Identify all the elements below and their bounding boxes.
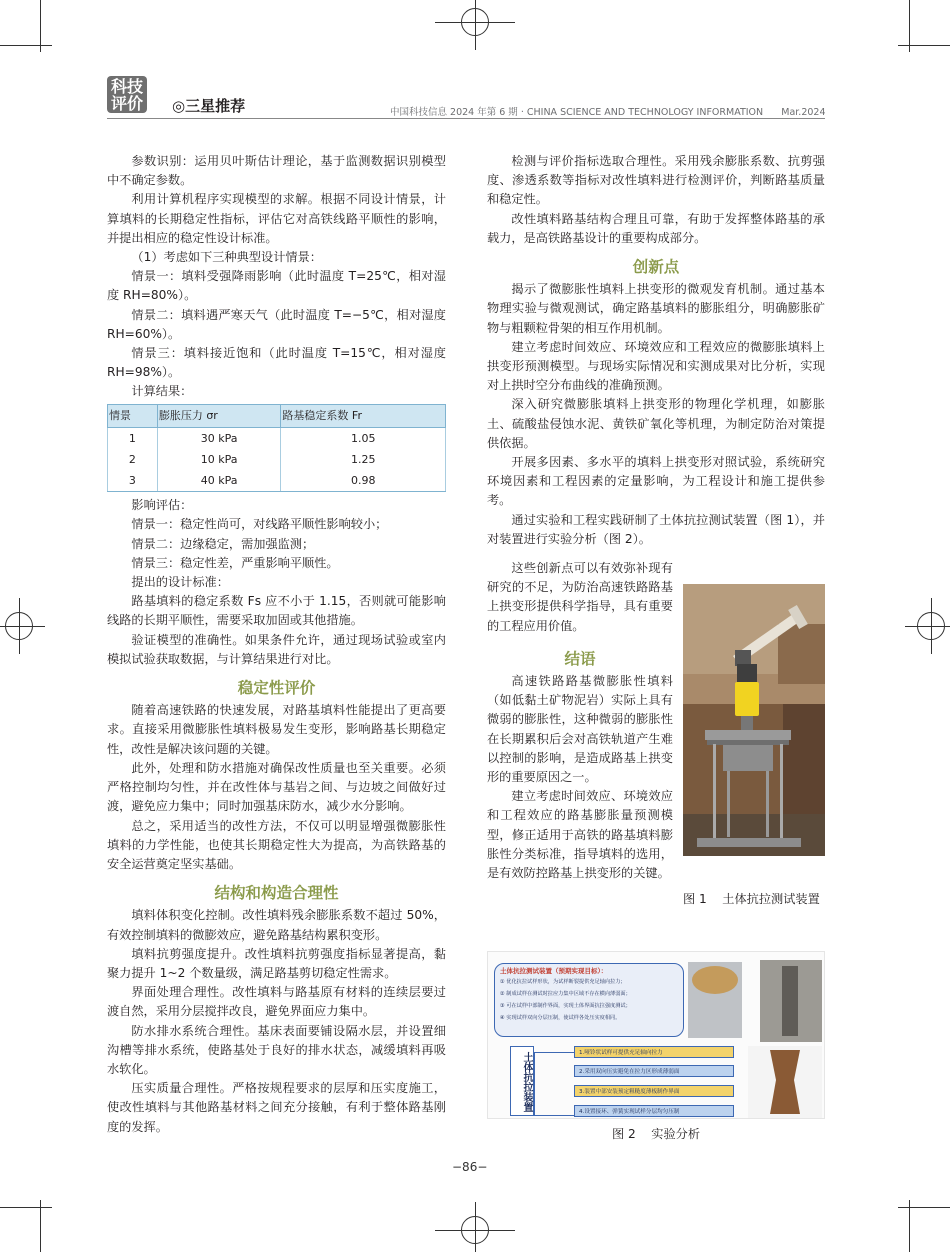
logo-line-2: 评价 [110, 94, 143, 113]
paragraph: 情景一：稳定性尚可，对线路平顺性影响较小； [131, 517, 388, 532]
table-row [108, 427, 446, 449]
paragraph: 填料体积变化控制。改性填料残余膨胀系数不超过 50%，有效控制填料的微膨效应，避免路基结构累积变形。 [107, 908, 446, 942]
vertical-label-box [510, 1046, 534, 1116]
figure-1-photo [683, 584, 825, 856]
goal-item: ② 制成试样在测试时拉应力集中区域不存在横向薄弱面； [500, 991, 631, 997]
crop-mark [40, 1200, 41, 1252]
table-header: 膨胀压力 σr [157, 404, 281, 427]
section-heading: 稳定性评价 [237, 679, 316, 698]
table-cell: 30 kPa [157, 427, 281, 449]
crop-mark [909, 0, 910, 52]
paragraph: 这些创新点可以有效弥补现有研究的不足，为防治高速铁路路基上拱变形提供科学指导，具有重要的工程应用价值。 [487, 561, 673, 633]
left-column [107, 152, 446, 1137]
table-header-row [108, 404, 446, 427]
paragraph: （1）考虑如下三种典型设计情景： [131, 250, 322, 265]
sample-photo [688, 962, 742, 1038]
table-cell: 2 [108, 449, 158, 470]
paragraph: 验证模型的准确性。如果条件允许，通过现场试验或室内模拟试验获取数据，与计算结果进行对比。 [107, 632, 446, 666]
paragraph: 建立考虑时间效应、环境效应和工程效应的路基膨胀量预测模型，修正适用于高铁的路基填料膨胀性分类标准，指导填料的选用，是有效防控路基上拱变形的关键。 [487, 789, 673, 881]
mould-photo [760, 960, 822, 1042]
table-cell: 0.98 [281, 470, 446, 492]
table-header: 路基稳定系数 Fr [281, 404, 446, 427]
results-table [107, 404, 446, 493]
column-title: ◎三星推荐 [172, 97, 246, 115]
registration-mark [475, 0, 476, 50]
journal-logo [107, 76, 147, 113]
paragraph: 情景三：填料接近饱和（此时温度 T=15℃，相对湿度 RH=98%）。 [107, 346, 446, 380]
bracket [534, 1052, 575, 1116]
paragraph: 情景一：填料受强降雨影响（此时温度 T=25℃，相对湿度 RH=80%）。 [107, 269, 446, 303]
paragraph: 深入研究微膨胀填料上拱变形的物理化学机理，如膨胀土、硫酸盐侵蚀水泥、黄铁矿氧化等机理，为制定防治对策提供依据。 [487, 397, 825, 450]
paragraph: 参数识别：运用贝叶斯估计理论，基于监测数据识别模型中不确定参数。 [107, 154, 446, 188]
paragraph: 提出的设计标准： [131, 575, 229, 590]
goal-item: ④ 实现试样双向分层压制，使试样各处压实度相同。 [500, 1015, 621, 1021]
table-cell: 3 [108, 470, 158, 492]
crop-mark [898, 1207, 950, 1208]
figure-2 [487, 951, 825, 1119]
page-number: −86− [452, 1160, 488, 1174]
crop-mark [909, 1200, 910, 1252]
registration-mark [931, 598, 932, 654]
goals-box [494, 963, 684, 1037]
step-box: 3.装置中部安装预定粗糙度薄板制作界面 [574, 1085, 734, 1097]
paragraph: 影响评估： [131, 498, 193, 513]
paragraph: 总之，采用适当的改性方法，不仅可以明显增强微膨胀性填料的力学性能，也使其长期稳定性大为提高，为高铁路基的安全运营奠定坚实基础。 [107, 818, 446, 871]
running-header: 中国科技信息 2024 年第 6 期 · CHINA SCIENCE AND TECHNOLOGY INFORMATION Mar.2024 [390, 107, 826, 118]
table-cell: 10 kPa [157, 449, 281, 470]
paragraph: 建立考虑时间效应、环境效应和工程效应的微膨胀填料上拱变形预测模型。与现场实际情况和实测成果对比分析，实现对上拱时空分布曲线的准确预测。 [487, 339, 825, 393]
table-row [108, 449, 446, 470]
paragraph: 揭示了微膨胀性填料上拱变形的微观发育机制。通过基本物理实验与微观测试，确定路基填料的膨胀组分，明确膨胀矿物与粗颗粒骨架的相互作用机制。 [487, 282, 825, 335]
paragraph: 改性填料路基结构合理且可靠，有助于发挥整体路基的承载力，是高铁路基设计的重要构成部分。 [487, 211, 825, 245]
crop-mark [0, 1207, 52, 1208]
table-cell: 1.25 [281, 449, 446, 470]
paragraph: 防水排水系统合理性。基床表面要铺设隔水层，并设置细沟槽等排水系统，使路基处于良好的排水状态，减缓填料再吸水软化。 [107, 1023, 446, 1076]
goal-item: ③ 可在试样中部制作界面，实现土体界面抗拉强度测试； [500, 1003, 631, 1009]
paragraph: 此外，处理和防水措施对确保改性质量也至关重要。必须严格控制均匀性，并在改性体与基岩之间、与边坡之间做好过渡，避免应力集中；同时加强基床防水，减少水分影响。 [107, 760, 446, 814]
paragraph: 高速铁路路基微膨胀性填料（如低黏土矿物泥岩）实际上具有微弱的膨胀性，这种微弱的膨胀性在长期累积后会对高铁轨道产生难以控制的影响，是造成路基上拱变形的重要原因之一。 [487, 674, 673, 785]
registration-mark [475, 1202, 476, 1252]
right-column-narrow [487, 559, 673, 883]
paragraph: 界面处理合理性。改性填料与路基原有材料的连续层要过渡自然，采用分层搅拌改良，避免界面应力集中。 [107, 985, 446, 1019]
tensile-device-illustration [683, 584, 825, 856]
registration-mark [19, 598, 20, 654]
registration-mark [905, 626, 950, 627]
header-rule [107, 118, 825, 119]
paragraph: 路基填料的稳定系数 Fs 应不小于 1.15，否则就可能影响线路的长期平顺性，需要采取加固或其他措施。 [107, 594, 446, 628]
paragraph: 情景二：填料遇严寒天气（此时温度 T=−5℃，相对湿度 RH=60%）。 [107, 307, 446, 341]
right-column-top [487, 152, 825, 549]
crop-mark [898, 45, 950, 46]
vertical-label: 土体抗拉装置 [521, 1052, 532, 1112]
paragraph: 通过实验和工程实践研制了土体抗拉测试装置（图 1），并对装置进行实验分析（图 2）。 [487, 512, 825, 546]
step-box: 1.哑铃状试样可提供充足轴向拉力 [574, 1046, 734, 1058]
goal-item: ① 优化抗拉试样形状，为试样断裂提供充足轴向拉力； [500, 979, 626, 985]
logo-line-1: 科技 [110, 77, 143, 96]
goals-title: 土体抗拉测试装置（预期实现目标）： [500, 967, 608, 975]
table-row [108, 470, 446, 492]
paragraph: 开展多因素、多水平的填料上拱变形对照试验，系统研究环境因素和工程因素的定量影响，为工程设计和施工提供参考。 [487, 455, 825, 508]
table-cell: 1.05 [281, 427, 446, 449]
table-cell: 40 kPa [157, 470, 281, 492]
paragraph: 情景三：稳定性差，严重影响平顺性。 [131, 555, 339, 570]
paragraph: 利用计算机程序实现模型的求解。根据不同设计情景，计算填料的长期稳定性指标，评估它对高铁线路平顺性的影响，并提出相应的稳定性设计标准。 [107, 192, 446, 245]
paragraph: 压实质量合理性。严格按规程要求的层厚和压实度施工，使改性填料与其他路基材料之间充分接触，有利于整体路基刚度的发挥。 [107, 1081, 446, 1134]
step-box: 4.设置接环、弹簧实现试样分层均匀压制 [574, 1105, 734, 1117]
paragraph: 随着高速铁路的快速发展，对路基填料性能提出了更高要求。直接采用微膨胀性填料极易发生变形，影响路基长期稳定性，改性是解决该问题的关键。 [107, 703, 446, 756]
section-heading: 结构和构造合理性 [214, 884, 339, 903]
table-cell: 1 [108, 427, 158, 449]
mould-core [782, 966, 798, 1036]
section-heading: 结语 [564, 649, 596, 668]
figure-1-caption: 图 1 土体抗拉测试装置 [683, 892, 820, 906]
paragraph: 检测与评价指标选取合理性。采用残余膨胀系数、抗剪强度、渗透系数等指标对改性填料进行检测评价，判断路基质量和稳定性。 [487, 154, 825, 207]
registration-mark [0, 626, 45, 627]
paragraph: 计算结果： [131, 384, 193, 399]
sample-surface [692, 966, 738, 994]
dumbbell-specimen [748, 1046, 822, 1118]
table-header: 情景 [108, 404, 158, 427]
paragraph: 情景二：边缘稳定，需加强监测； [131, 536, 315, 551]
specimen-photo [748, 1046, 822, 1118]
figure-2-caption: 图 2 实验分析 [612, 1127, 701, 1141]
crop-mark [40, 0, 41, 52]
step-box: 2.采用双向压实避免在拉力区形成薄弱面 [574, 1065, 734, 1077]
paragraph: 填料抗剪强度提升。改性填料抗剪强度指标显著提高，黏聚力提升 1~2 个数量级，满足路基剪切稳定性需求。 [107, 946, 446, 980]
section-heading: 创新点 [632, 258, 680, 277]
crop-mark [0, 45, 52, 46]
